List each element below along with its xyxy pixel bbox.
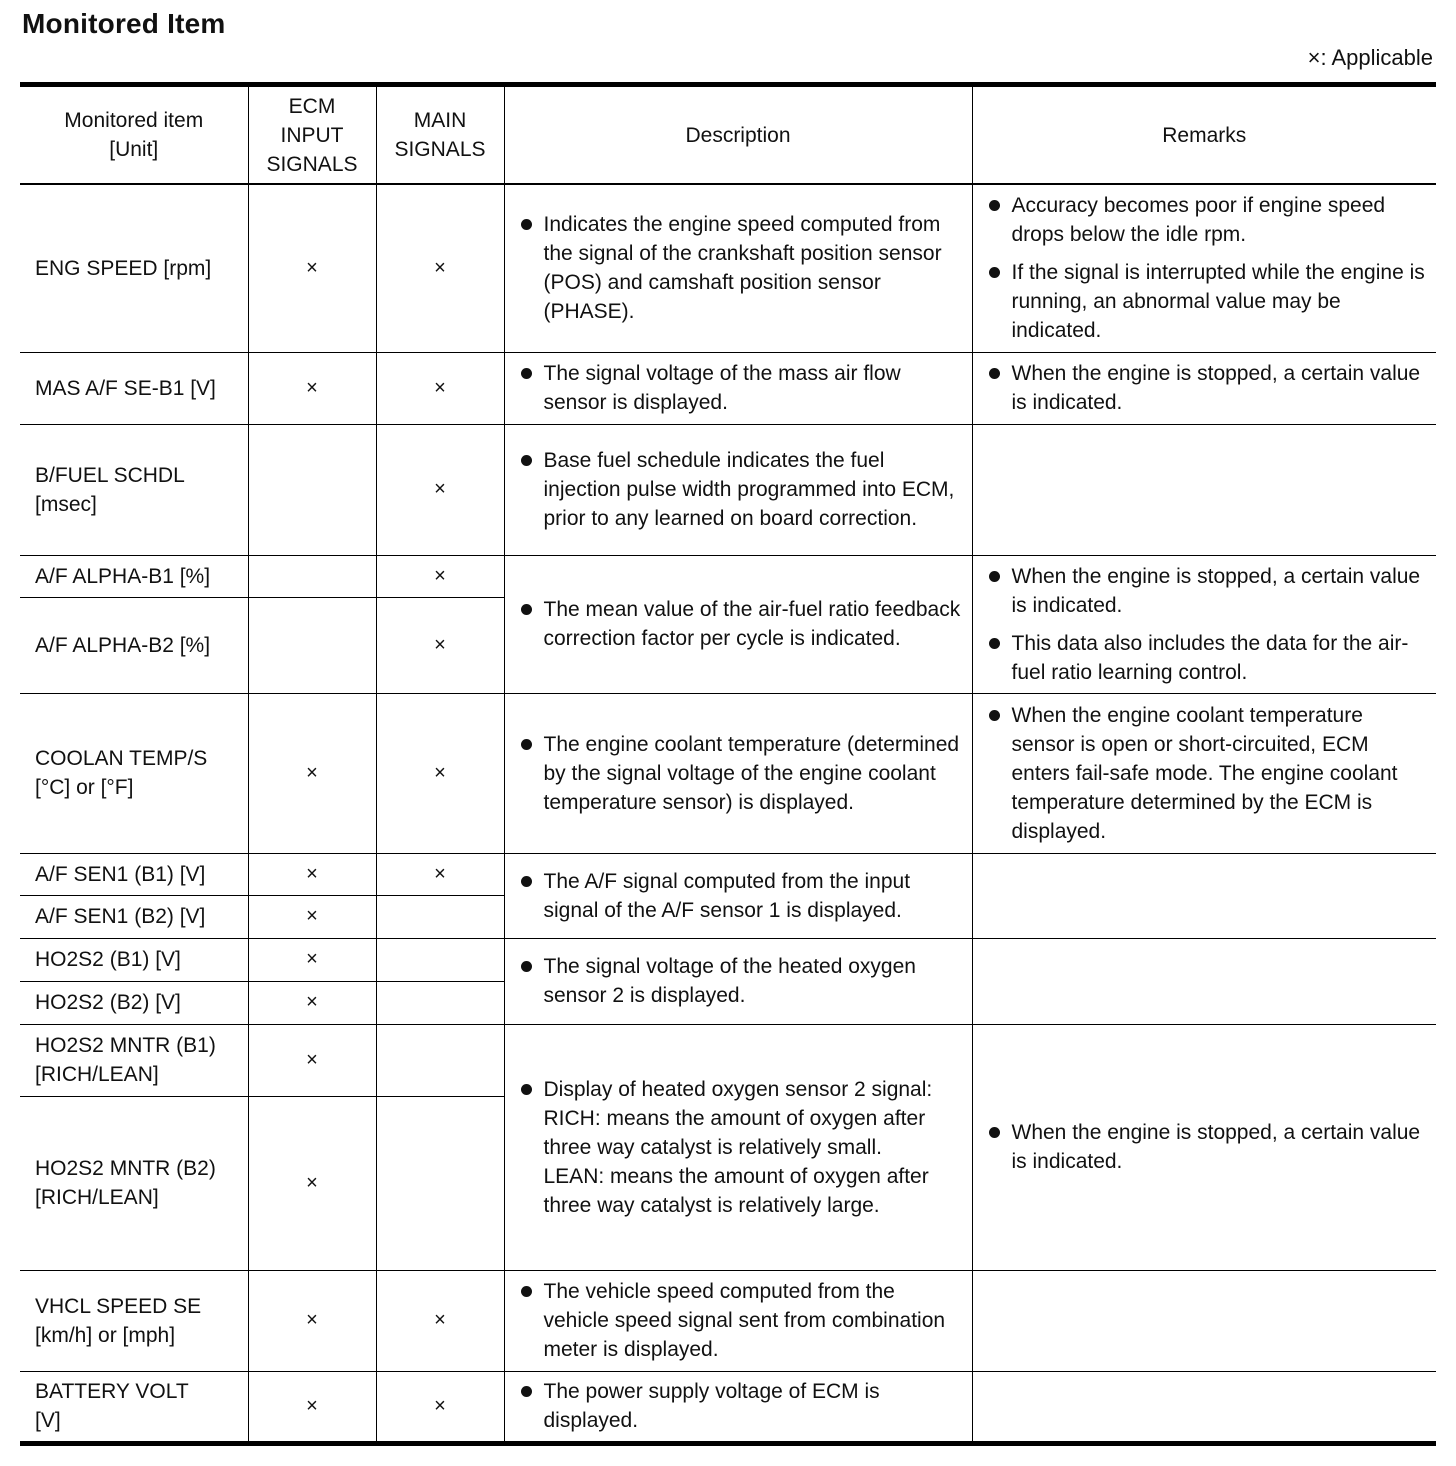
description-cell bbox=[504, 555, 972, 693]
description-bullet: The mean value of the air-fuel ratio feedback correction factor per cycle is indicated. bbox=[519, 595, 964, 653]
remarks-cell bbox=[972, 1270, 1436, 1371]
remarks-cell bbox=[972, 938, 1436, 1024]
remarks-cell bbox=[972, 1024, 1436, 1270]
main-signal-mark bbox=[376, 938, 504, 981]
table-row bbox=[20, 853, 1436, 895]
remark-bullet: Accuracy becomes poor if engine speed drops below the idle rpm. bbox=[987, 191, 1429, 249]
table-row bbox=[20, 352, 1436, 424]
description-cell bbox=[504, 693, 972, 853]
main-signal-mark: × bbox=[376, 424, 504, 555]
item-cell: MAS A/F SE-B1 [V] bbox=[20, 352, 248, 424]
description-bullet: The signal voltage of the mass air flow sensor is displayed. bbox=[519, 359, 964, 417]
main-signal-mark: × bbox=[376, 597, 504, 693]
main-signal-mark bbox=[376, 1024, 504, 1096]
item-cell: HO2S2 (B2) [V] bbox=[20, 981, 248, 1024]
description-bullet: The vehicle speed computed from the vehicle speed signal sent from combination meter is displayed. bbox=[519, 1277, 964, 1364]
remarks-cell bbox=[972, 352, 1436, 424]
ecm-input-mark bbox=[248, 424, 376, 555]
ecm-input-mark: × bbox=[248, 938, 376, 981]
main-signal-mark: × bbox=[376, 1371, 504, 1443]
monitored-item-table bbox=[20, 82, 1436, 1446]
header-description: Description bbox=[504, 85, 972, 185]
description-bullet: The signal voltage of the heated oxygen sensor 2 is displayed. bbox=[519, 952, 964, 1010]
table-row bbox=[20, 938, 1436, 981]
main-signal-mark: × bbox=[376, 555, 504, 597]
description-cell bbox=[504, 1024, 972, 1270]
remarks-cell bbox=[972, 424, 1436, 555]
item-cell: BATTERY VOLT [V] bbox=[20, 1371, 248, 1443]
main-signal-mark: × bbox=[376, 184, 504, 352]
item-cell: A/F ALPHA-B2 [%] bbox=[20, 597, 248, 693]
item-cell: A/F SEN1 (B2) [V] bbox=[20, 895, 248, 938]
remarks-cell bbox=[972, 693, 1436, 853]
description-bullet: The engine coolant temperature (determined by the signal voltage of the engine coolant temperature sensor) is displayed. bbox=[519, 730, 964, 817]
description-cell bbox=[504, 1270, 972, 1371]
ecm-input-mark: × bbox=[248, 981, 376, 1024]
page-title: Monitored Item bbox=[22, 8, 226, 39]
header-row bbox=[20, 85, 1436, 185]
description-cell bbox=[504, 853, 972, 938]
description-bullet: Display of heated oxygen sensor 2 signal: bbox=[519, 1075, 964, 1104]
table-row bbox=[20, 1024, 1436, 1096]
main-signal-mark: × bbox=[376, 352, 504, 424]
description-cell bbox=[504, 424, 972, 555]
ecm-input-mark: × bbox=[248, 1371, 376, 1443]
main-signal-mark bbox=[376, 981, 504, 1024]
ecm-input-mark: × bbox=[248, 693, 376, 853]
remarks-cell bbox=[972, 1371, 1436, 1443]
remarks-cell bbox=[972, 853, 1436, 938]
header-monitored-item: Monitored item [Unit] bbox=[20, 85, 248, 185]
remarks-cell bbox=[972, 555, 1436, 693]
main-signal-mark: × bbox=[376, 853, 504, 895]
item-cell: HO2S2 (B1) [V] bbox=[20, 938, 248, 981]
main-signal-mark bbox=[376, 1096, 504, 1270]
applicable-legend: ×: Applicable bbox=[1307, 45, 1433, 70]
remark-bullet: When the engine is stopped, a certain value is indicated. bbox=[987, 1118, 1429, 1176]
description-bullet: Base fuel schedule indicates the fuel injection pulse width programmed into ECM, prior to any learned on board correction. bbox=[519, 446, 964, 533]
remark-bullet: When the engine coolant temperature sensor is open or short-circuited, ECM enters fail-safe mode. The engine coolant temperature determined by the ECM is displayed. bbox=[987, 701, 1429, 846]
table-row bbox=[20, 1270, 1436, 1371]
ecm-input-mark bbox=[248, 597, 376, 693]
description-cell bbox=[504, 1371, 972, 1443]
item-cell: HO2S2 MNTR (B1) [RICH/LEAN] bbox=[20, 1024, 248, 1096]
description-bullet: The power supply voltage of ECM is displayed. bbox=[519, 1377, 964, 1435]
remark-bullet: If the signal is interrupted while the engine is running, an abnormal value may be indicated. bbox=[987, 258, 1429, 345]
item-cell: ENG SPEED [rpm] bbox=[20, 184, 248, 352]
ecm-input-mark: × bbox=[248, 853, 376, 895]
ecm-input-mark: × bbox=[248, 1024, 376, 1096]
description-lean-note: LEAN: means the amount of oxygen after three way catalyst is relatively large. bbox=[543, 1164, 929, 1217]
header-remarks: Remarks bbox=[972, 85, 1436, 185]
item-cell: VHCL SPEED SE [km/h] or [mph] bbox=[20, 1270, 248, 1371]
remark-bullet: When the engine is stopped, a certain value is indicated. bbox=[987, 562, 1429, 620]
item-cell: HO2S2 MNTR (B2) [RICH/LEAN] bbox=[20, 1096, 248, 1270]
ecm-input-mark: × bbox=[248, 1270, 376, 1371]
remark-bullet: When the engine is stopped, a certain value is indicated. bbox=[987, 359, 1429, 417]
remark-bullet: This data also includes the data for the air-fuel ratio learning control. bbox=[987, 629, 1429, 687]
description-cell bbox=[504, 938, 972, 1024]
description-bullet: Indicates the engine speed computed from the signal of the crankshaft position sensor (POS) and camshaft position sensor (PHASE). bbox=[519, 210, 964, 326]
table-row bbox=[20, 424, 1436, 555]
item-cell: B/FUEL SCHDL [msec] bbox=[20, 424, 248, 555]
main-signal-mark bbox=[376, 895, 504, 938]
table-row bbox=[20, 555, 1436, 597]
table-row bbox=[20, 1371, 1436, 1443]
ecm-input-mark: × bbox=[248, 1096, 376, 1270]
item-cell: A/F SEN1 (B1) [V] bbox=[20, 853, 248, 895]
header-main-signals: MAIN SIGNALS bbox=[376, 85, 504, 185]
main-signal-mark: × bbox=[376, 1270, 504, 1371]
ecm-input-mark: × bbox=[248, 184, 376, 352]
item-cell: COOLAN TEMP/S [°C] or [°F] bbox=[20, 693, 248, 853]
ecm-input-mark: × bbox=[248, 895, 376, 938]
main-signal-mark: × bbox=[376, 693, 504, 853]
ecm-input-mark bbox=[248, 555, 376, 597]
description-rich-note: RICH: means the amount of oxygen after three way catalyst is relatively small. bbox=[543, 1106, 926, 1159]
table-row bbox=[20, 184, 1436, 352]
description-cell bbox=[504, 184, 972, 352]
ecm-input-mark: × bbox=[248, 352, 376, 424]
table-row bbox=[20, 693, 1436, 853]
description-cell bbox=[504, 352, 972, 424]
item-cell: A/F ALPHA-B1 [%] bbox=[20, 555, 248, 597]
remarks-cell bbox=[972, 184, 1436, 352]
description-bullet: The A/F signal computed from the input signal of the A/F sensor 1 is displayed. bbox=[519, 867, 964, 925]
header-ecm-input-signals: ECM INPUT SIGNALS bbox=[248, 85, 376, 185]
